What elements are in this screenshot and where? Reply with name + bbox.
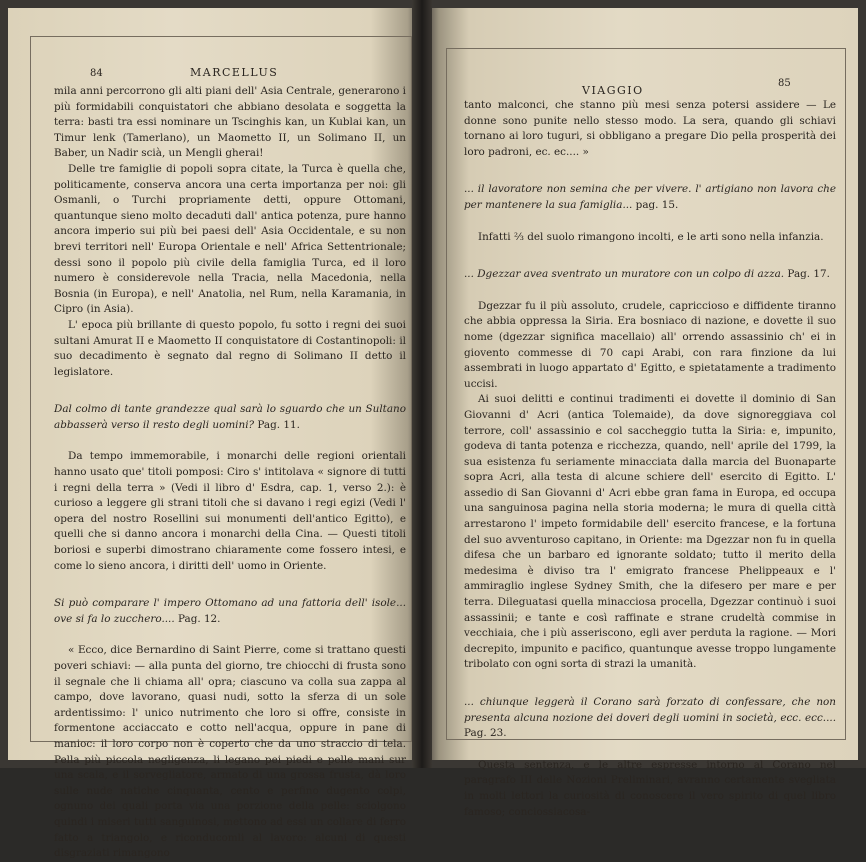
right-page xyxy=(426,8,858,818)
quote-text: ... Dgezzar avea sventrato un muratore con un colpo di azza. xyxy=(464,268,785,281)
paragraph: Questa sentenza, e le altre espresse intorno al Corano nel paragrafo III delle Nozioni Preliminari, avranno certamente svegliata in molti lettori la curiosità di conoscere il vero spirito di quel libro famoso; conciossiacosa- xyxy=(464,758,836,818)
quoted-passage xyxy=(464,267,836,283)
page-reference: Pag. 12. xyxy=(174,612,221,625)
paragraph: tanto malconci, che stanno più mesi senza potersi assidere — Le donne sono punite nello stesso modo. La sera, quando gli schiavi tornano ai loro tuguri, si obbligano a pregare Dio pella prosperità dei loro padroni, ec. ec.... » xyxy=(464,99,836,158)
quote-text: Dal colmo di tante grandezze qual sarà lo sguardo che un Sultano abbasserà verso il resto degli uomini? xyxy=(54,403,406,431)
left-page xyxy=(8,8,420,860)
quoted-passage xyxy=(464,182,836,213)
page-reference: pag. 15. xyxy=(632,198,679,211)
book-gutter xyxy=(412,0,432,768)
paragraph: L' epoca più brillante di questo popolo, fu sotto i regni dei suoi sultani Amurat II e Maometto II conquistatore di Costantinopoli: il suo decadimento è segnato dal regno di Solimano II detto il legislatore. xyxy=(54,318,406,378)
quote-text: ... il lavoratore non semina che per vivere. l' artigiano non lavora che per mantenere la sua famiglia... xyxy=(464,183,836,211)
page-reference: Pag. 17. xyxy=(784,268,830,281)
running-head: MARCELLUS xyxy=(190,66,279,79)
page-body xyxy=(54,84,406,862)
page-number: 85 xyxy=(778,78,791,89)
quote-text: ... chiunque leggerà il Corano sarà forzato di confessare, che non presenta alcuna nozione dei doveri degli uomini in società, ecc. ecc.... xyxy=(464,696,836,724)
paragraph: Infatti ⅔ del suolo rimangono incolti, e le arti sono nella infanzia. xyxy=(478,230,824,243)
page-reference: Pag. 11. xyxy=(254,418,300,431)
page-body xyxy=(464,98,836,820)
paragraph: Dgezzar fu il più assoluto, crudele, capriccioso e diffidente tiranno che abbia oppressa la Siria. Era bosniaco di nazione, e dovette il suo nome (dgezzar significa macellaio) all' orrendo assassinio ch' ei in giovento commesse di 70 capi Arabi, con rara finzione da lui assembrati in luogo appartato d' Egitto, e spietatamente a tradimento uccisi. xyxy=(464,299,836,390)
quote-text: Si può comparare l' impero Ottomano ad una fattoria dell' isole... ove si fa lo zucchero.... xyxy=(54,597,406,625)
paragraph: Ai suoi delitti e continui tradimenti ei dovette il dominio di San Giovanni d' Acri (antica Tolemaide), da dove signoreggiava col terrore, coll' assassinio e col saccheggio tutta la Siria: e, impunito, godeva di tanta potenza e ricchezza, quando, nell' aprile del 1799, la sua esistenza fu seriamente minacciata dalla marcia del Buonaparte sopra Acri, alla testa di alcune schiere dell' esercito di Egitto. L' assedio di San Giovanni d' Acri ebbe gran fama in Europa, ed occupa una sanguinosa pagina nella storia moderna; le mura di quella città arrestarono l' impeto formidabile dell' esercito francese, e la fortuna del suo avventuroso capitano, in Oriente: ma Dgezzar non fu in quella difesa che un barbaro ed ignorante soldato; tutto il merito della medesima è diviso tra l' emigrato francese Phelippeaux e l' ammiraglio inglese Sydney Smith, che la difesero per mare e per terra. Dileguatasi quella minacciosa procella, Dgezzar continuò i suoi assassinii; e tante e così raffinate e strane crudeltà commise in vecchiaia, che i più asseriscono, egli aver perduta la ragione. — Mori decrepito, impunito e pacifico, quantunque avesse troppo lungamente tribolato con ogni sorta di strazi la umanità. xyxy=(464,393,836,671)
running-head: VIAGGIO xyxy=(582,84,644,97)
page-number: 84 xyxy=(90,68,103,79)
quoted-passage xyxy=(54,596,406,627)
quoted-passage xyxy=(464,695,836,742)
paragraph: « Ecco, dice Bernardino di Saint Pierre, come si trattano questi poveri schiavi: — alla punta del giorno, tre chiocchi di frusta sono il segnale che li chiama all' opra; ciascuno va colla sua zappa al campo, dove lavorano, quasi nudi, sotto la sferza di un sole ardentissimo: l' unico nutrimento che loro si offre, consiste in formentone acciaccato e cotto nell'acqua, oppure in pane di manioc: il loro corpo non è coperto che da uno straccio di tela. Pella più piccola negligenza, li legano pei piedi e pelle mani sur una scala, e il sorvegliatore, armato di una grossa frusta, dà loro sulle nude natiche cinquanta, cento e perfino dugento colpi, ognuno dei quali porta via una porzione della pelle: sciolgono quindi i miseri tutti sanguinosi, mettono ad essi un collare di ferro fatto a triangolo, e riconducomli al lavoro: alcuni di questi disgraziati rimangono xyxy=(54,644,406,860)
page-reference: Pag. 23. xyxy=(464,727,507,740)
quoted-passage xyxy=(54,402,406,433)
paragraph: mila anni percorrono gli alti piani dell' Asia Centrale, generarono i più formidabili conquistatori che abbiano desolata e soggetta la terra: basti tra essi nominare un Tscinghis kan, un Kublai kan, un Timur lenk (Tamerlano), un Maometto II, un Solimano II, un Baber, un Nadir scià, un Mengli gherai! xyxy=(54,85,406,160)
paragraph: Da tempo immemorabile, i monarchi delle regioni orientali hanno usato que' titoli pomposi: Ciro s' intitolava « signore di tutti i regni della terra » (Vedi il libro d' Esdra, cap. 1, verso 2.): è curioso a leggere gli strani titoli che si davano i regi egizi (Vedi l' opera del nostro Rosellini sui monumenti dell'antico Egitto), e quelli che si danno ancora i monarchi della Cina. — Questi titoli boriosi e superbi dimostrano chiaramente come fossero intesi, e come lo sieno ancora, i diritti dell' uomo in Oriente. xyxy=(54,450,406,572)
paragraph: Delle tre famiglie di popoli sopra citate, la Turca è quella che, politicamente, conserva ancora una certa importanza per noi: gli Osmanli, o Turchi propriamente detti, oppure Ottomani, quantunque sieno molto decaduti dall' antica potenza, pure hanno ancora imperio sui più bei paesi dell' Asia Occidentale, e su non brevi territori nell' Europa Orientale e nell' Africa Settentrionale; dessi sono il popolo più civile della famiglia Turca, ed il loro numero è considerevole nella Tracia, nella Macedonia, nella Bosnia (in Europa), e nell' Anatolia, nel Rum, nella Karamania, in Cipro (in Asia). xyxy=(54,162,406,316)
